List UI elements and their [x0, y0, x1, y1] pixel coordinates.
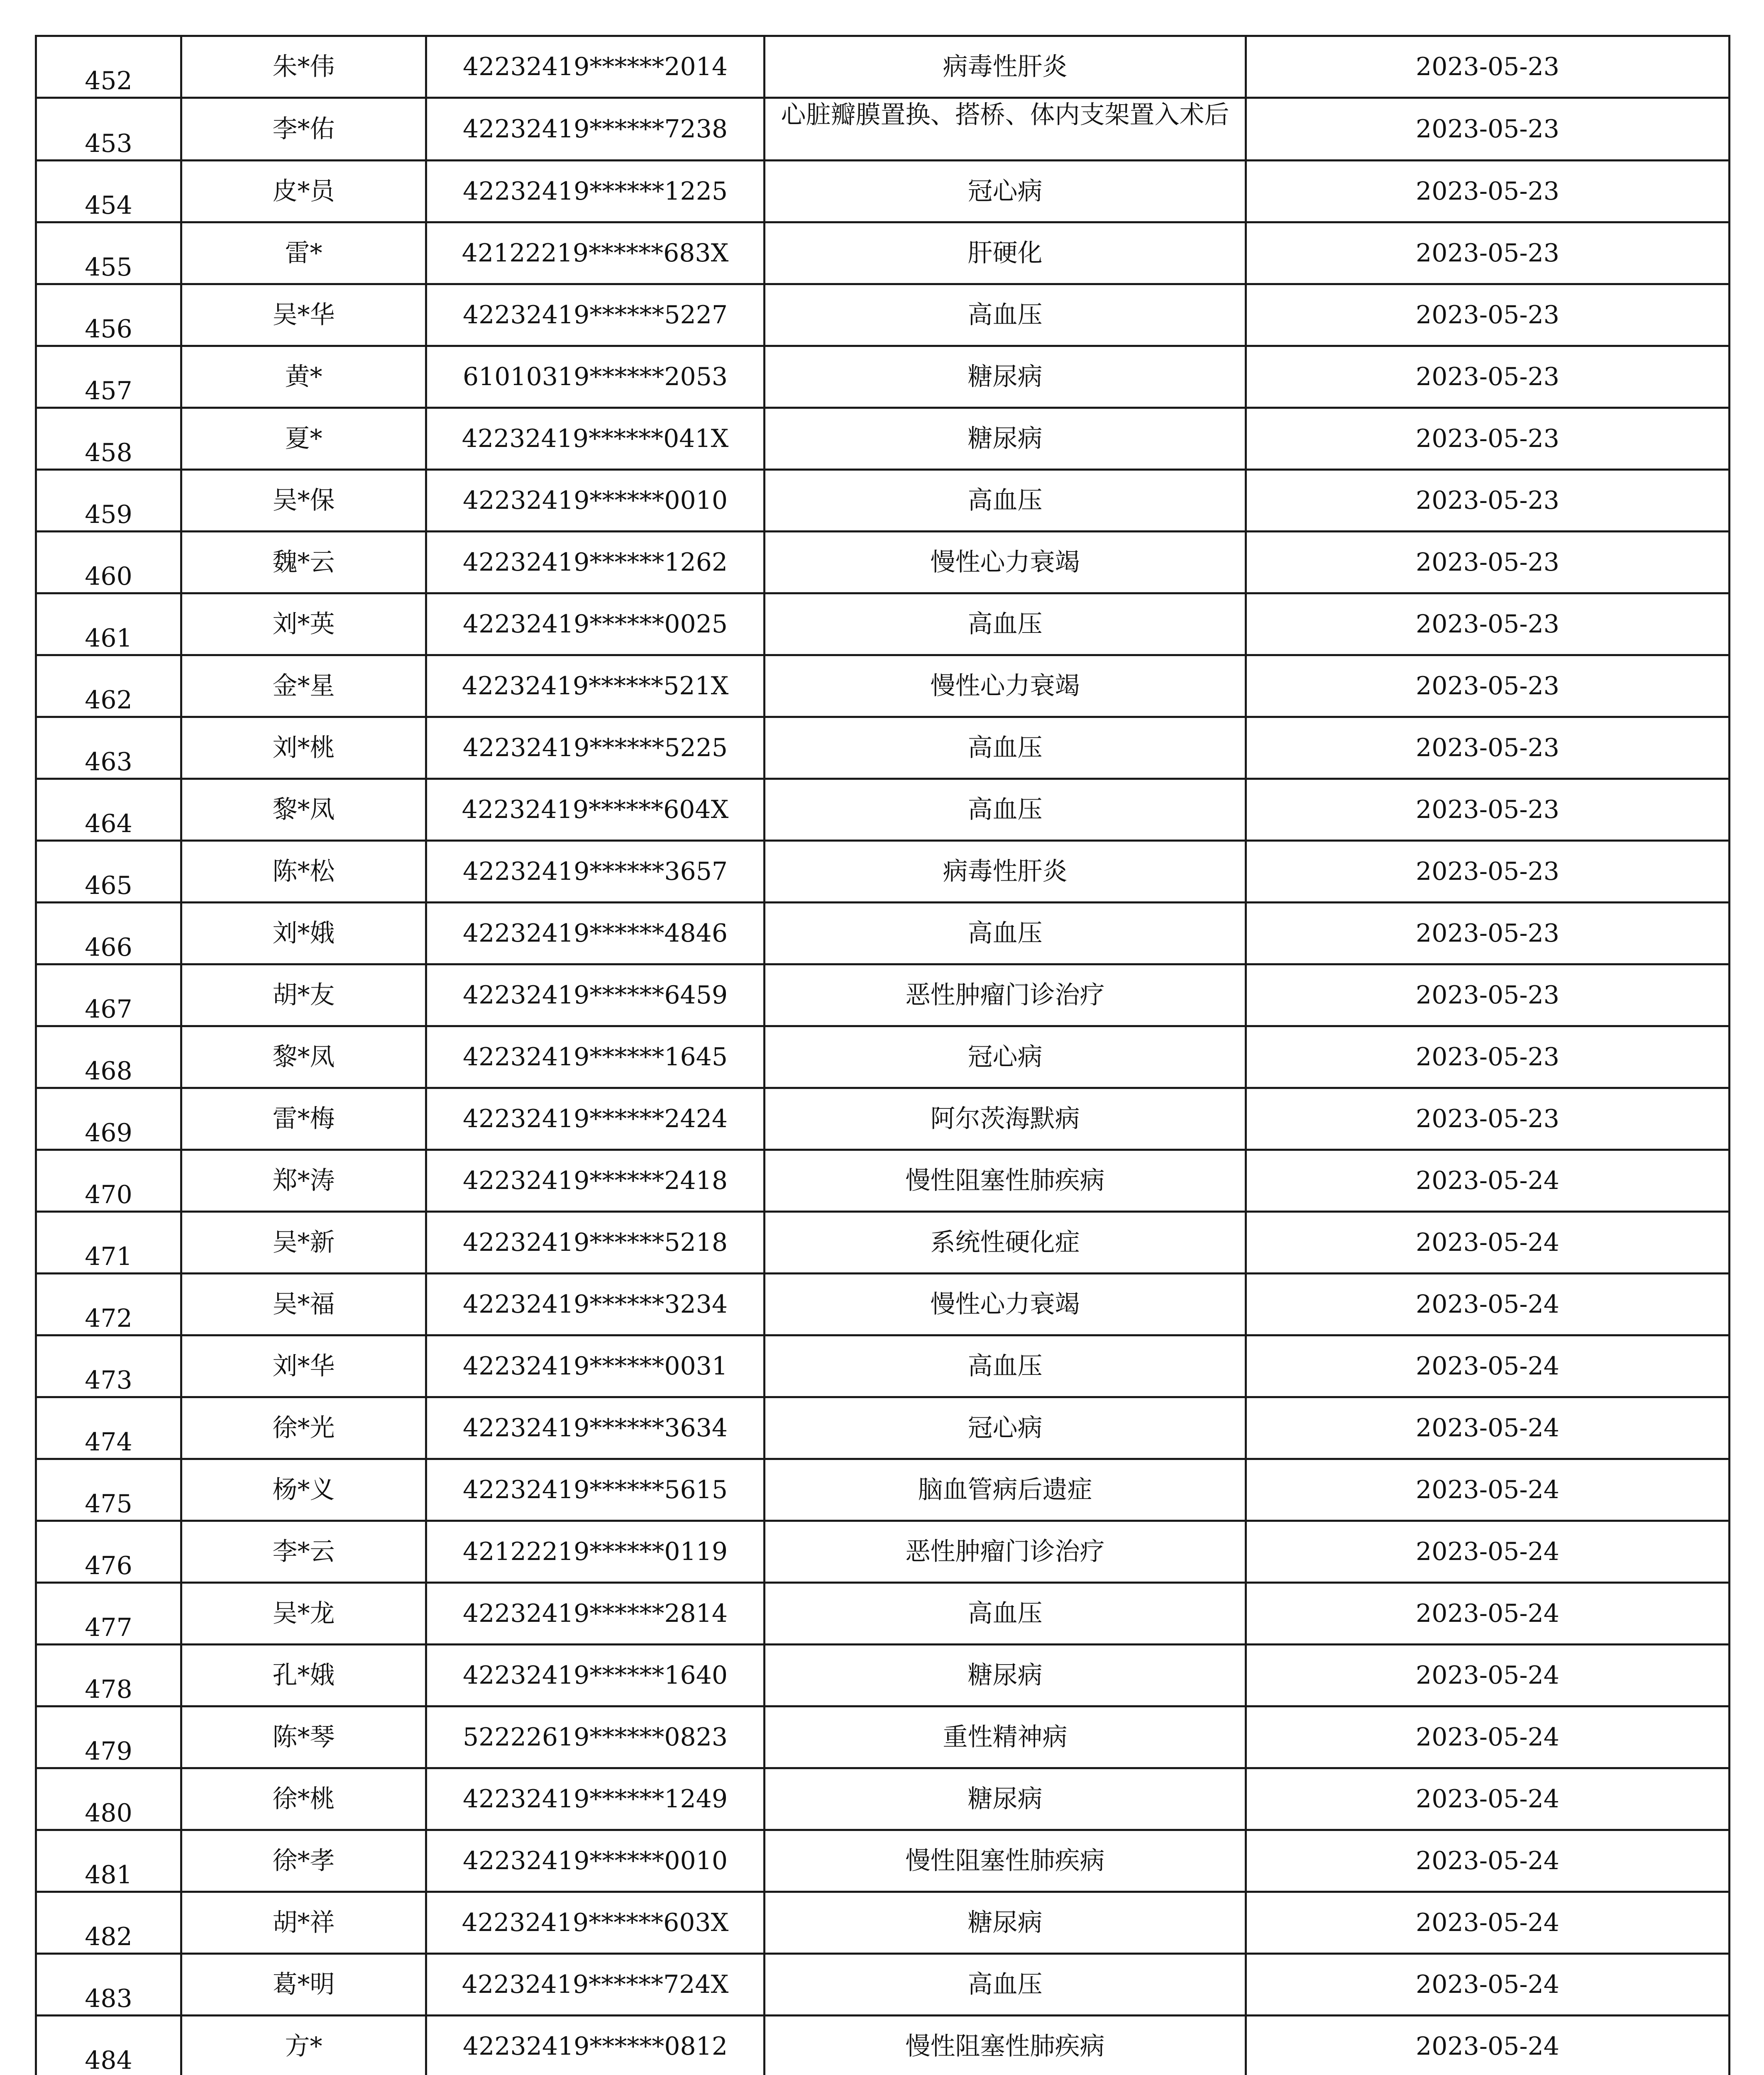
diagnosis-cell: 高血压	[765, 470, 1246, 532]
record-date-cell: 2023-05-24	[1246, 1583, 1730, 1645]
table-row	[36, 1892, 1730, 1954]
patient-name-cell: 刘*英	[181, 593, 426, 655]
row-number-cell: 468	[36, 1026, 181, 1088]
row-number-cell: 484	[36, 2016, 181, 2075]
patient-name-cell: 朱*伟	[181, 36, 426, 98]
diagnosis-cell: 冠心病	[765, 1397, 1246, 1459]
row-number-cell: 463	[36, 717, 181, 779]
id-number-cell: 42232419******3657	[426, 841, 765, 903]
diagnosis-cell: 高血压	[765, 1583, 1246, 1645]
patient-name-cell: 吴*华	[181, 284, 426, 346]
row-number-cell: 471	[36, 1212, 181, 1274]
row-number-cell: 477	[36, 1583, 181, 1645]
row-number-cell: 458	[36, 408, 181, 470]
diagnosis-cell: 高血压	[765, 779, 1246, 841]
record-date-cell: 2023-05-23	[1246, 593, 1730, 655]
record-date-cell: 2023-05-23	[1246, 779, 1730, 841]
row-number-cell: 455	[36, 222, 181, 284]
id-number-cell: 42232419******4846	[426, 903, 765, 964]
patient-name-cell: 金*星	[181, 655, 426, 717]
diagnosis-cell: 糖尿病	[765, 1892, 1246, 1954]
id-number-cell: 42232419******5225	[426, 717, 765, 779]
table-row	[36, 408, 1730, 470]
diagnosis-cell: 糖尿病	[765, 1768, 1246, 1830]
table-row	[36, 470, 1730, 532]
patient-name-cell: 黎*凤	[181, 1026, 426, 1088]
row-number-cell: 452	[36, 36, 181, 98]
record-date-cell: 2023-05-24	[1246, 1954, 1730, 2016]
diagnosis-cell: 慢性阻塞性肺疾病	[765, 1150, 1246, 1212]
id-number-cell: 42232419******2814	[426, 1583, 765, 1645]
record-date-cell: 2023-05-24	[1246, 2016, 1730, 2075]
diagnosis-cell: 糖尿病	[765, 346, 1246, 408]
row-number-cell: 466	[36, 903, 181, 964]
diagnosis-cell: 脑血管病后遗症	[765, 1459, 1246, 1521]
row-number-cell: 476	[36, 1521, 181, 1583]
patient-name-cell: 吴*福	[181, 1274, 426, 1335]
record-date-cell: 2023-05-23	[1246, 532, 1730, 593]
id-number-cell: 42232419******5615	[426, 1459, 765, 1521]
patient-name-cell: 李*云	[181, 1521, 426, 1583]
row-number-cell: 457	[36, 346, 181, 408]
patient-name-cell: 魏*云	[181, 532, 426, 593]
row-number-cell: 464	[36, 779, 181, 841]
id-number-cell: 42122219******683X	[426, 222, 765, 284]
diagnosis-cell: 慢性阻塞性肺疾病	[765, 1830, 1246, 1892]
row-number-cell: 469	[36, 1088, 181, 1150]
diagnosis-cell: 糖尿病	[765, 1645, 1246, 1706]
patient-name-cell: 皮*员	[181, 161, 426, 222]
record-date-cell: 2023-05-23	[1246, 717, 1730, 779]
record-date-cell: 2023-05-23	[1246, 470, 1730, 532]
id-number-cell: 42232419******0010	[426, 1830, 765, 1892]
table-row	[36, 98, 1730, 161]
patient-name-cell: 吴*龙	[181, 1583, 426, 1645]
record-date-cell: 2023-05-23	[1246, 222, 1730, 284]
id-number-cell: 42232419******5218	[426, 1212, 765, 1274]
table-row	[36, 1521, 1730, 1583]
id-number-cell: 52222619******0823	[426, 1706, 765, 1768]
record-date-cell: 2023-05-23	[1246, 1088, 1730, 1150]
patient-name-cell: 陈*琴	[181, 1706, 426, 1768]
patient-name-cell: 徐*孝	[181, 1830, 426, 1892]
table-row	[36, 161, 1730, 222]
row-number-cell: 483	[36, 1954, 181, 2016]
row-number-cell: 456	[36, 284, 181, 346]
id-number-cell: 42232419******0812	[426, 2016, 765, 2075]
id-number-cell: 42232419******521X	[426, 655, 765, 717]
id-number-cell: 42232419******2014	[426, 36, 765, 98]
table-row	[36, 903, 1730, 964]
diagnosis-cell: 慢性心力衰竭	[765, 1274, 1246, 1335]
patient-name-cell: 吴*保	[181, 470, 426, 532]
diagnosis-cell: 冠心病	[765, 161, 1246, 222]
diagnosis-cell: 高血压	[765, 717, 1246, 779]
diagnosis-cell: 心脏瓣膜置换、搭桥、体内支架置入术后	[765, 98, 1246, 161]
table-row	[36, 593, 1730, 655]
record-date-cell: 2023-05-23	[1246, 36, 1730, 98]
patient-name-cell: 孔*娥	[181, 1645, 426, 1706]
table-row	[36, 222, 1730, 284]
diagnosis-cell: 恶性肿瘤门诊治疗	[765, 1521, 1246, 1583]
diagnosis-cell: 高血压	[765, 284, 1246, 346]
row-number-cell: 470	[36, 1150, 181, 1212]
record-date-cell: 2023-05-23	[1246, 903, 1730, 964]
row-number-cell: 465	[36, 841, 181, 903]
id-number-cell: 42232419******1249	[426, 1768, 765, 1830]
diagnosis-cell: 阿尔茨海默病	[765, 1088, 1246, 1150]
diagnosis-cell: 慢性心力衰竭	[765, 532, 1246, 593]
id-number-cell: 42232419******3634	[426, 1397, 765, 1459]
record-date-cell: 2023-05-23	[1246, 408, 1730, 470]
row-number-cell: 459	[36, 470, 181, 532]
patient-name-cell: 黄*	[181, 346, 426, 408]
record-date-cell: 2023-05-24	[1246, 1645, 1730, 1706]
diagnosis-cell: 高血压	[765, 1335, 1246, 1397]
table-row	[36, 284, 1730, 346]
table-row	[36, 1150, 1730, 1212]
diagnosis-cell: 高血压	[765, 1954, 1246, 2016]
diagnosis-cell: 重性精神病	[765, 1706, 1246, 1768]
diagnosis-cell: 冠心病	[765, 1026, 1246, 1088]
row-number-cell: 473	[36, 1335, 181, 1397]
diagnosis-cell: 肝硬化	[765, 222, 1246, 284]
id-number-cell: 42232419******604X	[426, 779, 765, 841]
table-row	[36, 1088, 1730, 1150]
table-row	[36, 779, 1730, 841]
id-number-cell: 42232419******1225	[426, 161, 765, 222]
table-row	[36, 2016, 1730, 2075]
records-table	[35, 35, 1730, 2075]
table-row	[36, 1026, 1730, 1088]
record-date-cell: 2023-05-24	[1246, 1397, 1730, 1459]
id-number-cell: 42232419******2424	[426, 1088, 765, 1150]
row-number-cell: 462	[36, 655, 181, 717]
diagnosis-cell: 慢性阻塞性肺疾病	[765, 2016, 1246, 2075]
table-row	[36, 717, 1730, 779]
record-date-cell: 2023-05-24	[1246, 1459, 1730, 1521]
diagnosis-cell: 系统性硬化症	[765, 1212, 1246, 1274]
diagnosis-cell: 糖尿病	[765, 408, 1246, 470]
patient-name-cell: 刘*娥	[181, 903, 426, 964]
patient-name-cell: 徐*光	[181, 1397, 426, 1459]
id-number-cell: 42122219******0119	[426, 1521, 765, 1583]
record-date-cell: 2023-05-24	[1246, 1892, 1730, 1954]
table-row	[36, 1768, 1730, 1830]
patient-name-cell: 葛*明	[181, 1954, 426, 2016]
id-number-cell: 42232419******603X	[426, 1892, 765, 1954]
record-date-cell: 2023-05-24	[1246, 1150, 1730, 1212]
row-number-cell: 467	[36, 964, 181, 1026]
id-number-cell: 42232419******6459	[426, 964, 765, 1026]
record-date-cell: 2023-05-23	[1246, 841, 1730, 903]
row-number-cell: 461	[36, 593, 181, 655]
patient-name-cell: 胡*友	[181, 964, 426, 1026]
id-number-cell: 42232419******0010	[426, 470, 765, 532]
record-date-cell: 2023-05-24	[1246, 1335, 1730, 1397]
id-number-cell: 42232419******724X	[426, 1954, 765, 2016]
patient-name-cell: 刘*华	[181, 1335, 426, 1397]
diagnosis-cell: 高血压	[765, 593, 1246, 655]
diagnosis-cell: 慢性心力衰竭	[765, 655, 1246, 717]
table-row	[36, 655, 1730, 717]
id-number-cell: 42232419******0025	[426, 593, 765, 655]
record-date-cell: 2023-05-23	[1246, 98, 1730, 161]
patient-name-cell: 夏*	[181, 408, 426, 470]
records-table-body	[36, 36, 1730, 2075]
table-row	[36, 1954, 1730, 2016]
id-number-cell: 42232419******0031	[426, 1335, 765, 1397]
id-number-cell: 42232419******3234	[426, 1274, 765, 1335]
row-number-cell: 480	[36, 1768, 181, 1830]
record-date-cell: 2023-05-24	[1246, 1212, 1730, 1274]
patient-name-cell: 方*	[181, 2016, 426, 2075]
id-number-cell: 42232419******5227	[426, 284, 765, 346]
table-row	[36, 1397, 1730, 1459]
id-number-cell: 61010319******2053	[426, 346, 765, 408]
table-row	[36, 1830, 1730, 1892]
table-row	[36, 841, 1730, 903]
table-row	[36, 1645, 1730, 1706]
id-number-cell: 42232419******1262	[426, 532, 765, 593]
patient-name-cell: 胡*祥	[181, 1892, 426, 1954]
table-row	[36, 1274, 1730, 1335]
patient-name-cell: 雷*	[181, 222, 426, 284]
table-row	[36, 36, 1730, 98]
record-date-cell: 2023-05-24	[1246, 1768, 1730, 1830]
id-number-cell: 42232419******1645	[426, 1026, 765, 1088]
id-number-cell: 42232419******7238	[426, 98, 765, 161]
row-number-cell: 454	[36, 161, 181, 222]
record-date-cell: 2023-05-24	[1246, 1521, 1730, 1583]
table-row	[36, 1459, 1730, 1521]
diagnosis-cell: 恶性肿瘤门诊治疗	[765, 964, 1246, 1026]
patient-name-cell: 郑*涛	[181, 1150, 426, 1212]
record-date-cell: 2023-05-23	[1246, 1026, 1730, 1088]
table-row	[36, 1583, 1730, 1645]
patient-name-cell: 黎*凤	[181, 779, 426, 841]
table-row	[36, 346, 1730, 408]
row-number-cell: 460	[36, 532, 181, 593]
row-number-cell: 481	[36, 1830, 181, 1892]
diagnosis-cell: 病毒性肝炎	[765, 36, 1246, 98]
patient-name-cell: 李*佑	[181, 98, 426, 161]
patient-name-cell: 陈*松	[181, 841, 426, 903]
record-date-cell: 2023-05-23	[1246, 161, 1730, 222]
patient-name-cell: 吴*新	[181, 1212, 426, 1274]
diagnosis-cell: 病毒性肝炎	[765, 841, 1246, 903]
table-row	[36, 532, 1730, 593]
record-date-cell: 2023-05-23	[1246, 655, 1730, 717]
record-date-cell: 2023-05-24	[1246, 1830, 1730, 1892]
id-number-cell: 42232419******041X	[426, 408, 765, 470]
row-number-cell: 479	[36, 1706, 181, 1768]
table-row	[36, 1335, 1730, 1397]
patient-name-cell: 刘*桃	[181, 717, 426, 779]
row-number-cell: 482	[36, 1892, 181, 1954]
row-number-cell: 472	[36, 1274, 181, 1335]
patient-name-cell: 雷*梅	[181, 1088, 426, 1150]
table-row	[36, 1706, 1730, 1768]
table-row	[36, 1212, 1730, 1274]
record-date-cell: 2023-05-23	[1246, 964, 1730, 1026]
patient-name-cell: 徐*桃	[181, 1768, 426, 1830]
id-number-cell: 42232419******1640	[426, 1645, 765, 1706]
row-number-cell: 474	[36, 1397, 181, 1459]
record-date-cell: 2023-05-24	[1246, 1706, 1730, 1768]
record-date-cell: 2023-05-23	[1246, 346, 1730, 408]
diagnosis-cell: 高血压	[765, 903, 1246, 964]
table-row	[36, 964, 1730, 1026]
id-number-cell: 42232419******2418	[426, 1150, 765, 1212]
record-date-cell: 2023-05-24	[1246, 1274, 1730, 1335]
patient-name-cell: 杨*义	[181, 1459, 426, 1521]
record-date-cell: 2023-05-23	[1246, 284, 1730, 346]
row-number-cell: 478	[36, 1645, 181, 1706]
row-number-cell: 453	[36, 98, 181, 161]
row-number-cell: 475	[36, 1459, 181, 1521]
